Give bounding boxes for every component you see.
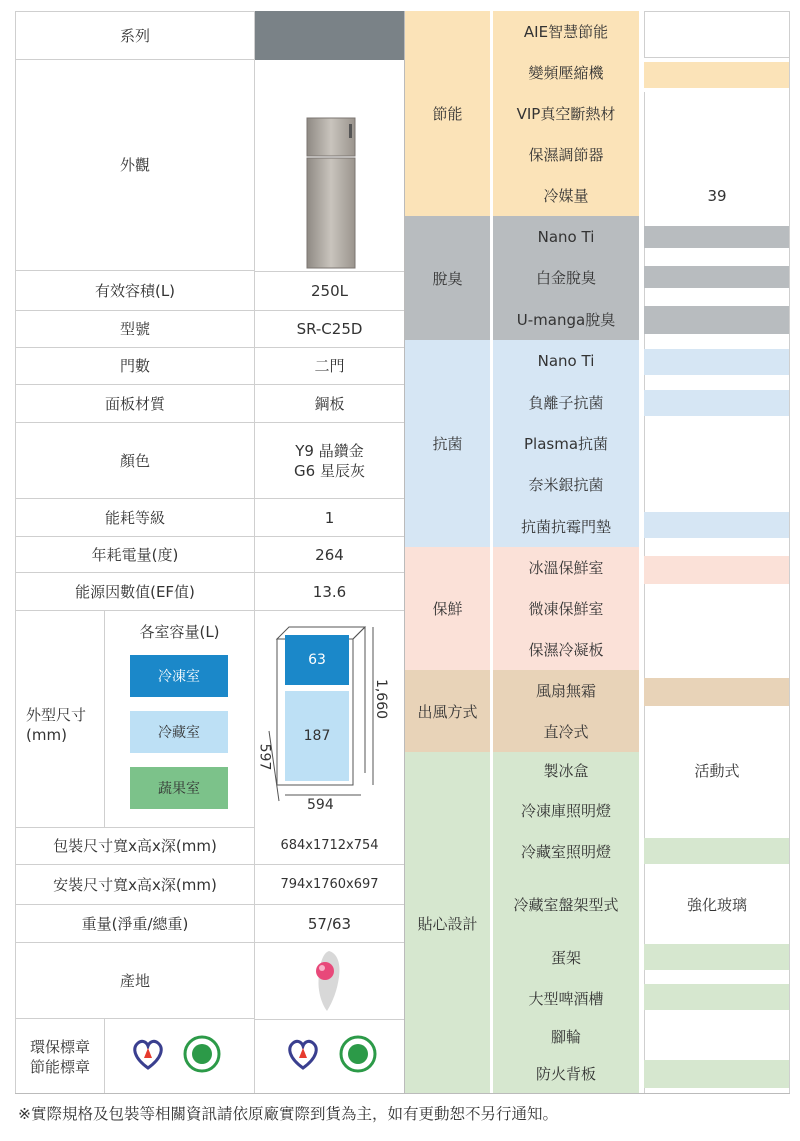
feature-fridge-light: 冷藏室照明燈 (520, 842, 611, 861)
legend-veg: 蔬果室 (130, 767, 228, 809)
value-cell-aie (644, 11, 790, 58)
feature-direct-cool: 直冷式 (543, 723, 589, 741)
origin-cell (255, 943, 404, 1020)
eco-label-cell (16, 1030, 104, 1084)
feature-door-gasket: 抗菌抗霉門墊 (520, 517, 611, 536)
panel-material-value: 鋼板 (255, 385, 404, 423)
feature-vip: VIP真空斷熱材 (516, 105, 616, 123)
feature-fan-frostfree: 風扇無霜 (535, 682, 596, 700)
energy-label-icon (283, 1034, 323, 1074)
value-refrigerant: 39 (707, 186, 727, 205)
fridge-image (255, 60, 404, 271)
appearance-label: 外觀 (16, 60, 254, 271)
energy-grade-value: 1 (255, 499, 404, 537)
package-size-label: 包裝尺寸寬x高x深(mm) (16, 827, 254, 865)
group-deodor: 脫臭 (432, 269, 463, 288)
legend-fridge: 冷藏室 (130, 711, 228, 753)
weight-label: 重量(淨重/總重) (16, 905, 254, 943)
size-unit: (mm) (26, 726, 67, 744)
doors-label: 門數 (16, 348, 254, 385)
group-fresh: 保鮮 (432, 600, 463, 618)
model-value: SR-C25D (255, 311, 404, 348)
capacity-value: 250L (255, 271, 404, 311)
diagram-width: 594 (307, 797, 334, 813)
compartment-title: 各室容量(L) (139, 623, 220, 641)
diagram-fridge: 187 (285, 691, 349, 781)
footnote: ※實際規格及包裝等相關資訊請依原廠實際到貨為主，如有更動恕不另行通知。 (18, 1105, 558, 1123)
feature-freezer-light: 冷凍庫照明燈 (520, 801, 611, 820)
color-value-cell (255, 423, 404, 499)
eco-label-1: 環保標章 (29, 1038, 90, 1056)
series-header-cell (255, 11, 404, 60)
diagram-height: 1,660 (373, 678, 390, 720)
size-label-cell (16, 700, 104, 750)
appearance-image-cell (255, 60, 404, 272)
feature-nanoti-antibac: Nano Ti (537, 351, 595, 370)
feature-humidity: 保濕調節器 (528, 146, 604, 164)
group-design: 貼心設計 (417, 914, 478, 933)
color-value-2: G6 星辰灰 (294, 461, 365, 480)
model-label: 型號 (16, 311, 254, 348)
value-ice-box: 活動式 (694, 762, 740, 780)
feature-beer-rack: 大型啤酒槽 (528, 989, 604, 1008)
series-label: 系列 (16, 11, 254, 60)
feature-shelf-type: 冷藏室盤架型式 (513, 895, 619, 914)
feature-plasma: Plasma抗菌 (523, 435, 609, 453)
group-energy: 節能 (432, 105, 463, 123)
feature-fireproof: 防火背板 (535, 1065, 596, 1083)
feature-negative-ion: 負離子抗菌 (528, 393, 604, 412)
feature-egg-rack: 蛋架 (550, 948, 581, 967)
group-airflow: 出風方式 (417, 702, 478, 721)
value-shelf-type: 強化玻璃 (686, 895, 747, 914)
group-antibac: 抗菌 (432, 435, 463, 453)
feature-inverter: 變頻壓縮機 (528, 64, 604, 82)
diagram-depth: 597 (256, 743, 273, 771)
feature-aie: AIE智慧節能 (523, 23, 609, 41)
taiwan-map-icon (255, 943, 404, 1019)
panel-material-label: 面板材質 (16, 385, 254, 423)
energy-label-icon (128, 1034, 168, 1074)
feature-nanoti-deodor: Nano Ti (537, 227, 595, 246)
annual-power-value: 264 (255, 537, 404, 573)
annual-power-label: 年耗電量(度) (16, 537, 254, 573)
color-label: 顏色 (16, 423, 254, 499)
size-label: 外型尺寸 (26, 706, 87, 724)
dimension-diagram (255, 611, 404, 827)
feature-nano-silver: 奈米銀抗菌 (528, 476, 604, 494)
diagram-freezer: 63 (285, 635, 349, 685)
ef-value: 13.6 (255, 573, 404, 611)
feature-ice-temp: 冰溫保鮮室 (528, 559, 604, 577)
feature-condense-plate: 保濕冷凝板 (528, 641, 604, 659)
feature-ice-box: 製冰盒 (543, 762, 589, 780)
green-mark-icon (338, 1034, 378, 1074)
legend-freezer: 冷凍室 (130, 655, 228, 697)
install-size-label: 安裝尺寸寬x高x深(mm) (16, 865, 254, 905)
package-size-value: 684x1712x754 (255, 827, 404, 865)
ef-label: 能源因數值(EF值) (16, 573, 254, 611)
eco-label-2: 節能標章 (29, 1058, 90, 1076)
green-mark-icon (182, 1034, 222, 1074)
energy-grade-label: 能耗等級 (16, 499, 254, 537)
feature-refrigerant: 冷媒量 (543, 187, 589, 205)
capacity-label: 有效容積(L) (16, 271, 254, 311)
origin-label: 產地 (16, 943, 254, 1019)
value-cell-inverter (644, 62, 790, 88)
feature-micro-freeze: 微凍保鮮室 (528, 600, 604, 618)
weight-value: 57/63 (255, 905, 404, 943)
color-value-1: Y9 晶鑽金 (295, 441, 364, 460)
feature-umanga: U-manga脫臭 (516, 310, 616, 329)
install-size-value: 794x1760x697 (255, 865, 404, 905)
feature-casters: 腳輪 (550, 1027, 581, 1046)
doors-value: 二門 (255, 348, 404, 385)
feature-platinum: 白金脫臭 (535, 269, 596, 287)
